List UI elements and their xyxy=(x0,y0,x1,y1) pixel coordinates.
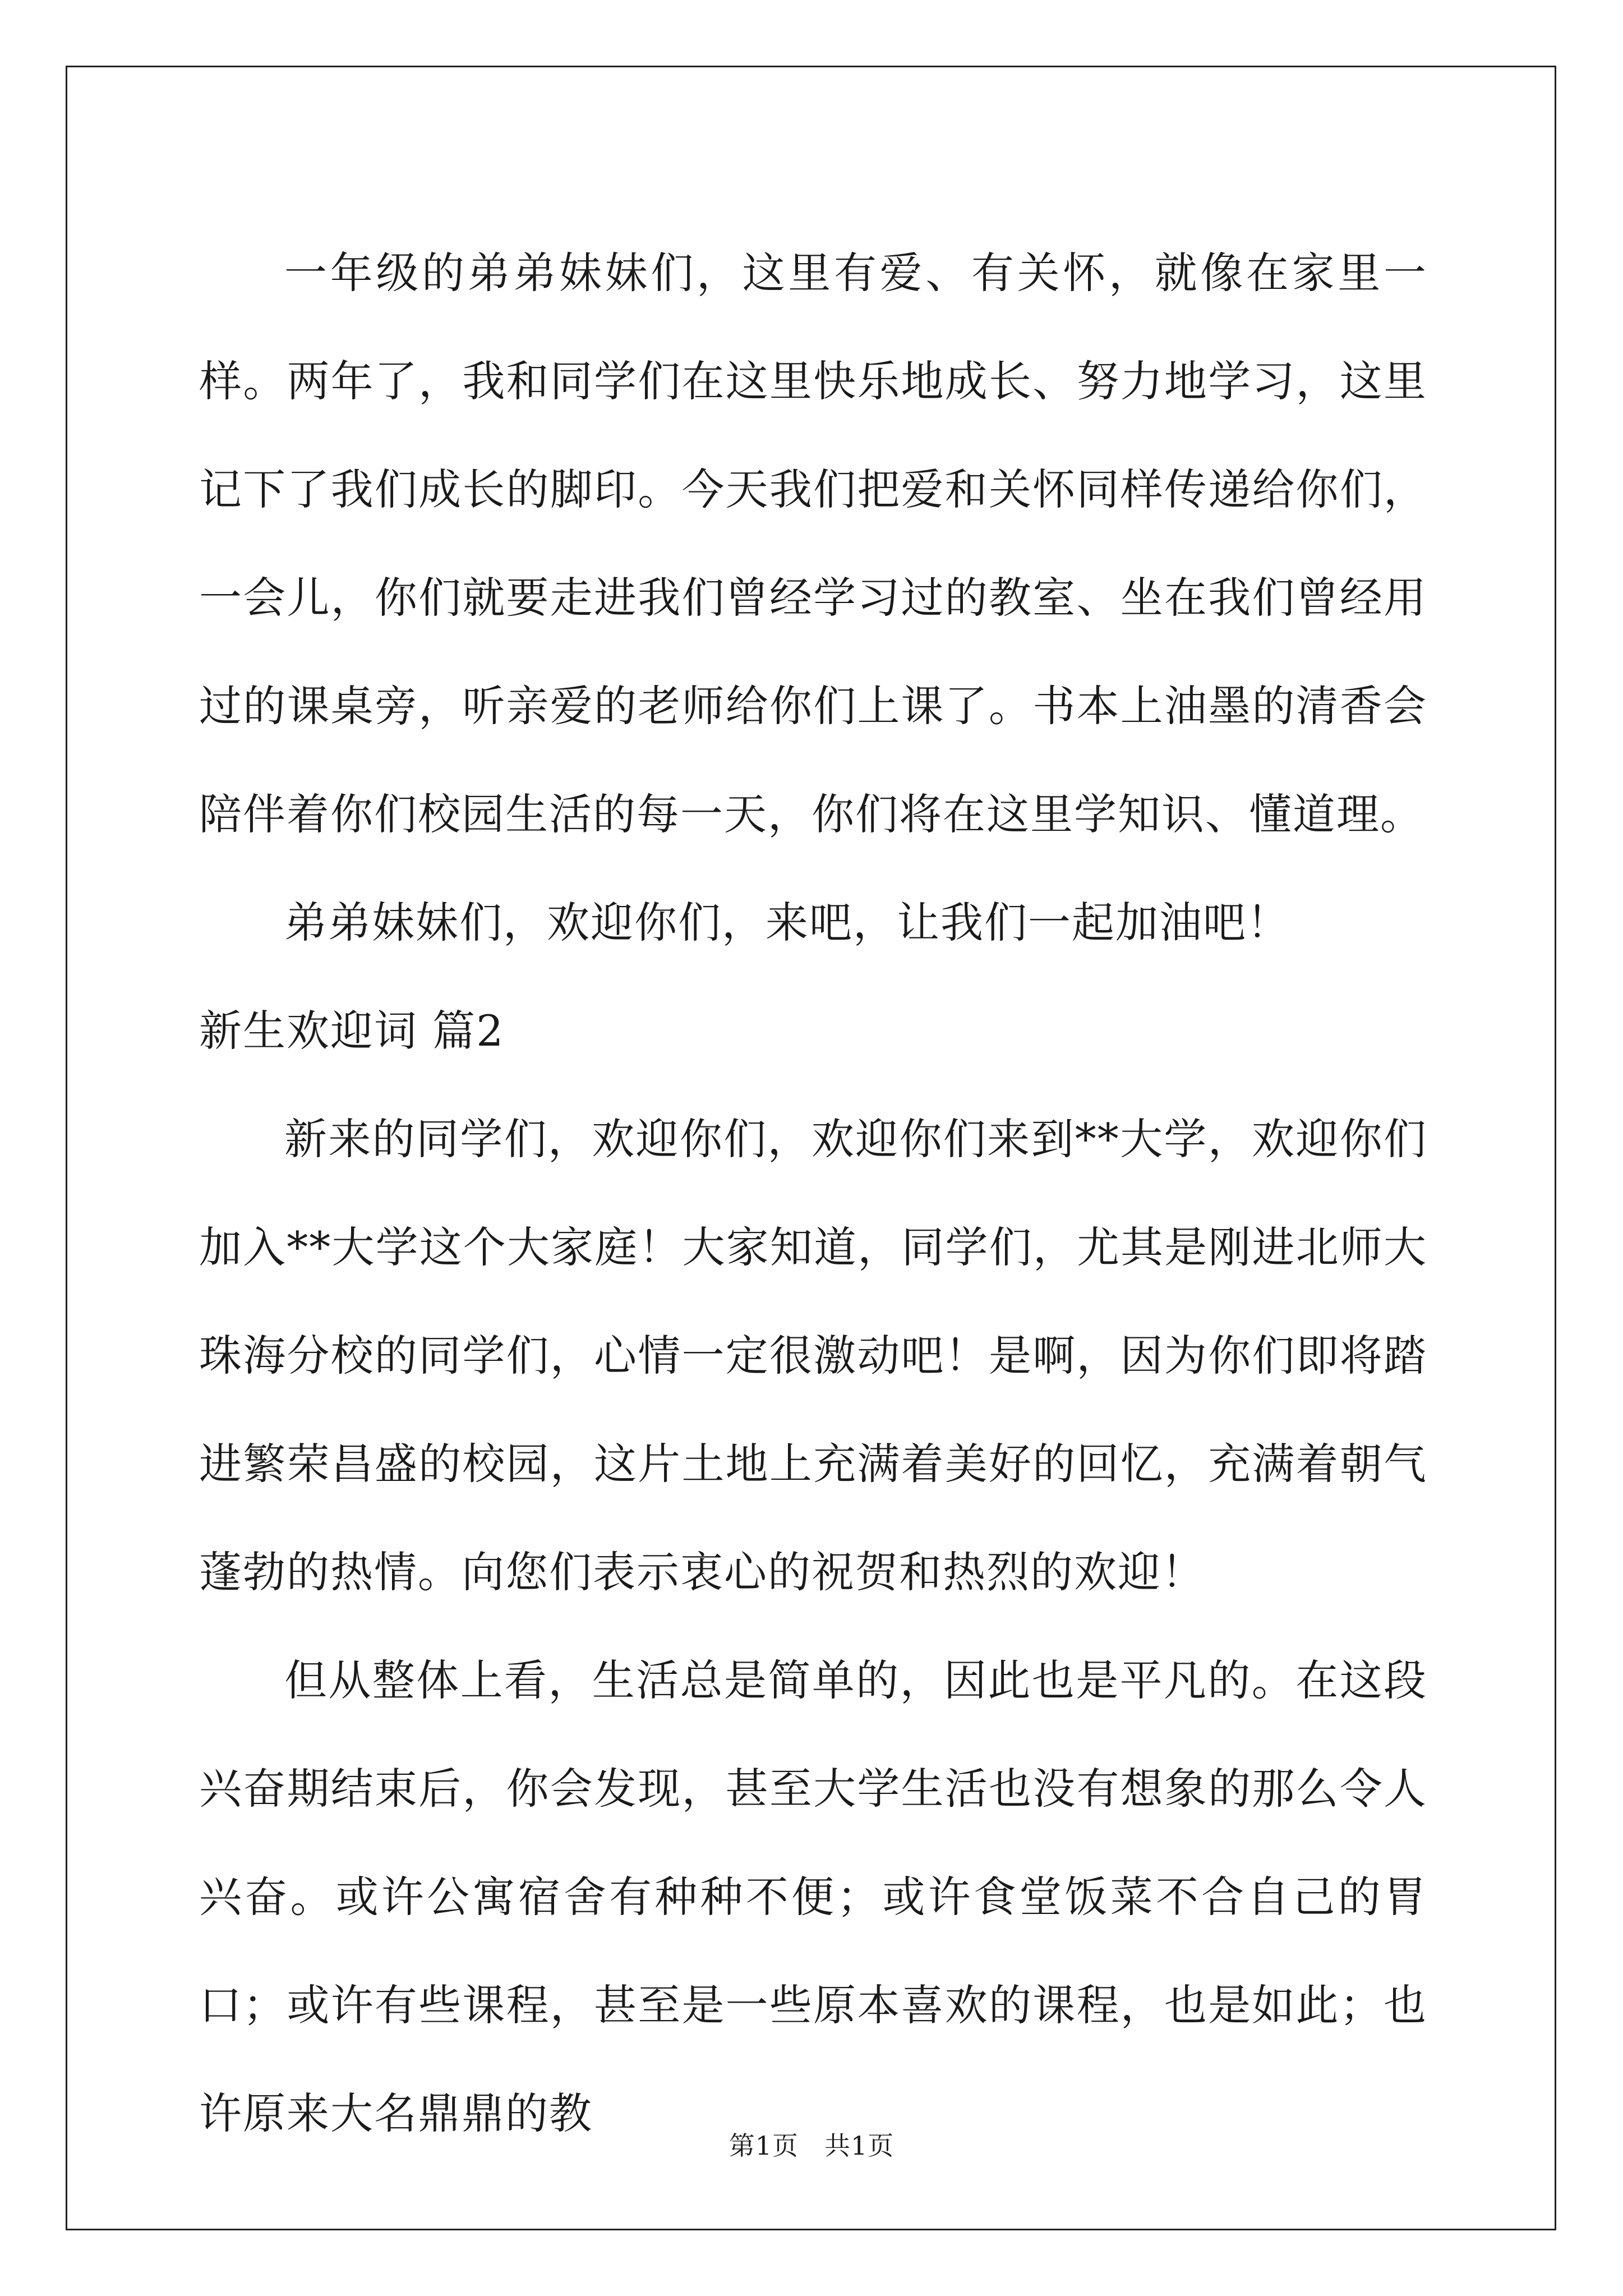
document-body xyxy=(199,219,1427,2168)
paragraph-welcome-first-grade: 一年级的弟弟妹妹们，这里有爱、有关怀，就像在家里一样。两年了，我和同学们在这里快乐地成长、努力地学习，这里记下了我们成长的脚印。今天我们把爱和关怀同样传递给你们，一会儿，你们就要走进我们曾经学习过的教室、坐在我们曾经用过的课桌旁，听亲爱的老师给你们上课了。书本上油墨的清香会陪伴着你们校园生活的每一天，你们将在这里学知识、懂道理。 xyxy=(199,248,1427,839)
paragraph-welcome-freshmen: 新来的同学们，欢迎你们，欢迎你们来到**大学，欢迎你们加入**大学这个大家庭！大家知道，同学们，尤其是刚进北师大珠海分校的同学们，心情一定很激动吧！是啊，因为你们即将踏进繁荣昌盛的校园，这片土地上充满着美好的回忆，充满着朝气蓬勃的热情。向您们表示衷心的祝贺和热烈的欢迎！ xyxy=(199,1114,1427,1597)
page-number-current: 第1页 xyxy=(728,2131,799,2161)
paragraph-college-life: 但从整体上看，生活总是简单的，因此也是平凡的。在这段兴奋期结束后，你会发现，甚至大学生活也没有想象的那么令人兴奋。或许公寓宿舍有种种不便；或许食堂饭菜不合自己的胃口；或许有些课程，甚至是一些原本喜欢的课程，也是如此；也许原来大名鼎鼎的教 xyxy=(199,1655,1427,2138)
paragraph-cheer: 弟弟妹妹们，欢迎你们，来吧，让我们一起加油吧！ xyxy=(284,898,1290,947)
page-footer xyxy=(0,2129,1623,2162)
page-number-total: 共1页 xyxy=(824,2131,895,2161)
section-heading: 新生欢迎词 篇2 xyxy=(199,1006,505,1056)
